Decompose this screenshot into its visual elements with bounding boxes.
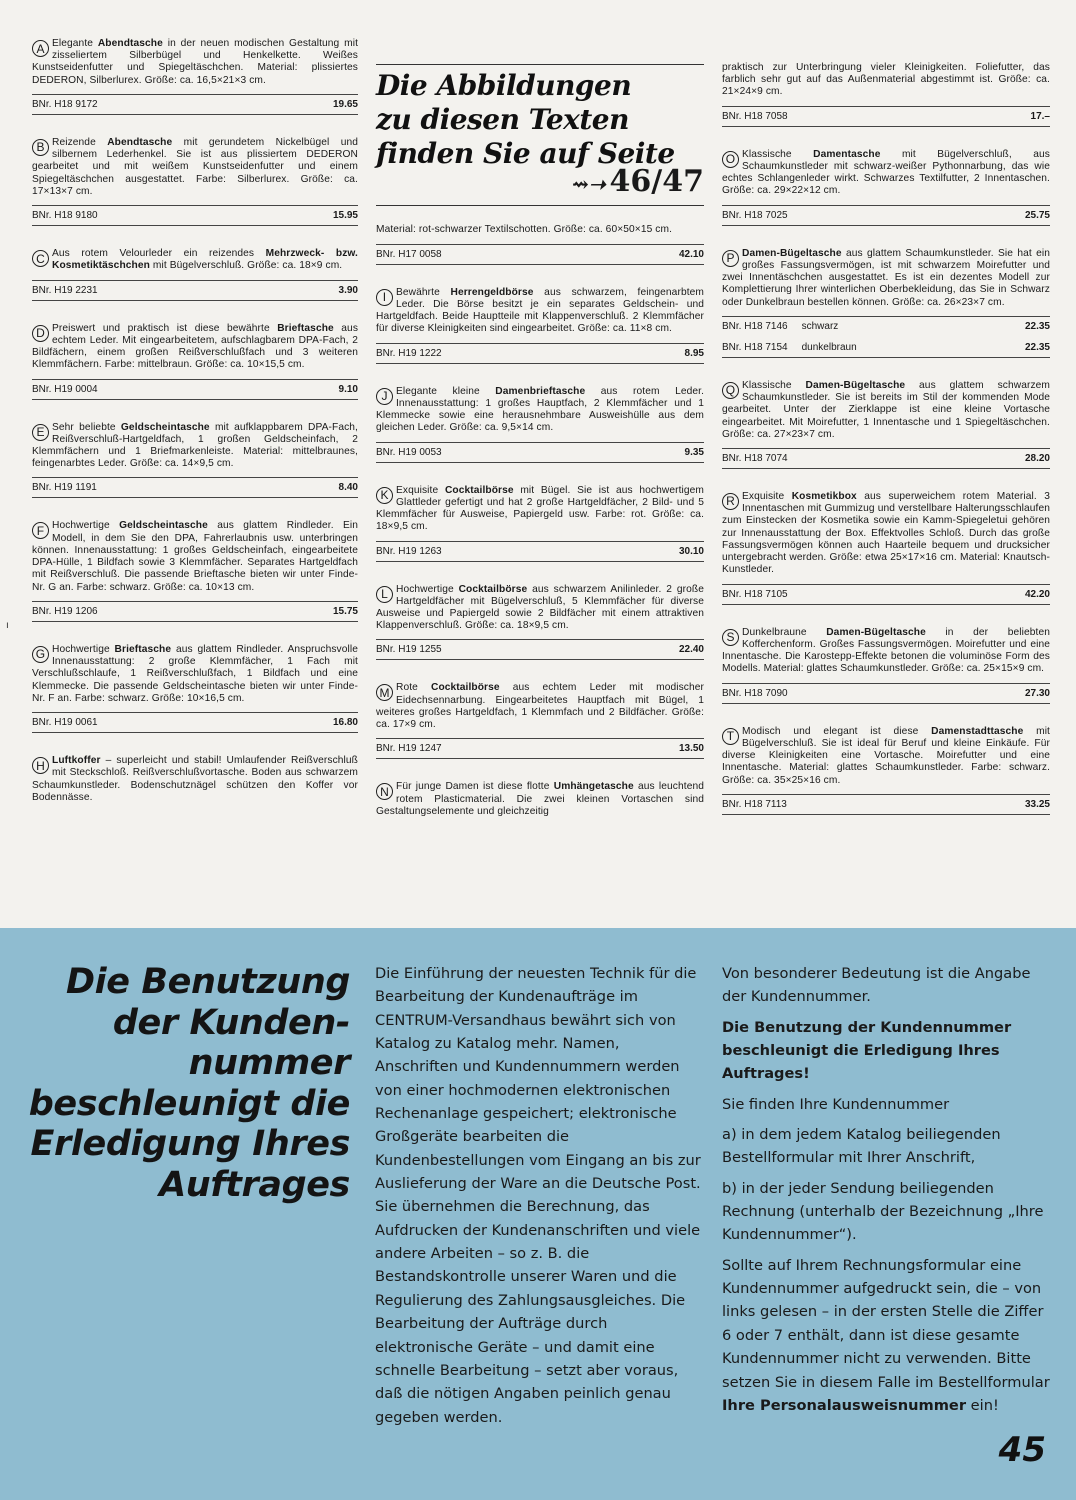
- entry-description: [376, 682, 704, 731]
- entry-text-pre: Rote: [396, 682, 431, 694]
- entry-product-name: Damenstadttasche: [931, 725, 1024, 737]
- order-number: BNr. H19 1247: [376, 743, 442, 755]
- price: 25.75: [1024, 209, 1050, 221]
- catalog-entry-o: [722, 149, 1050, 226]
- find-letter-badge: F: [32, 522, 49, 539]
- headline-rule: [376, 205, 704, 206]
- headline-pages: [376, 164, 704, 200]
- band-right-paragraph: Sie finden Ihre Kundennummer: [722, 1095, 950, 1113]
- catalog-entry-d: [32, 323, 358, 400]
- headline-page-numbers: 46/47: [609, 164, 704, 200]
- catalog-entry-g: [32, 644, 358, 733]
- order-number: BNr. H19 1255: [376, 644, 442, 656]
- entry-column-c-intro: [722, 62, 1050, 127]
- order-line: [722, 336, 1050, 358]
- entry-description: [722, 491, 1050, 577]
- order-line: [376, 442, 704, 463]
- entry-product-name: Brieftasche: [114, 643, 172, 655]
- find-letter-badge: J: [376, 388, 393, 405]
- entry-product-name: Cocktailbörse: [430, 682, 500, 694]
- entry-text-post: in der beliebten Kofferchenform. Großes Fassungsvermögen. Moirefutter und eine Innentasche. Die Karostepp-Effekte betonen die voluminöse Form des Modells. Material: glattes Schaumkunstleder. Größe: ca. 25×15×9 cm.: [722, 626, 1050, 675]
- band-right-paragraph: [722, 1254, 1052, 1417]
- entry-description: [32, 520, 358, 593]
- entry-text-post: aus leuchtend rotem Plasticmaterial. Die zwei kleinen Vortaschen sind Gestaltungselemente und gleichzeitig: [376, 781, 704, 817]
- entry-text-post: aus glattem Rindleder. Ein Modell, in dem Sie den DPA, Fahrerlaubnis usw. unterbringen können. Innenausstattung: 1 großes Geldscheinfach, eingearbeitete DPA-Hülle, 1 Bildfach sowie 3 Klemmfächer. Separates Hartgeldfach mit Reißverschluß. Die passende Brieftasche bieten wir unter Finde-Nr. G an. Farbe: schwarz. Größe: ca. 10×13 cm.: [32, 520, 359, 593]
- price: 28.20: [1024, 452, 1050, 464]
- entry-description: [32, 644, 358, 705]
- color-variant: dunkelbraun: [801, 341, 857, 353]
- catalog-entry-k: [376, 485, 704, 562]
- find-letter-badge: O: [722, 151, 739, 168]
- entry-text-pre: Hochwertige: [396, 583, 459, 595]
- order-number: BNr. H17 0058: [376, 248, 442, 260]
- entry-product-name: Damenbrieftasche: [495, 385, 586, 397]
- order-line: [32, 601, 358, 622]
- order-line: [376, 639, 704, 660]
- order-number-group: [722, 321, 838, 333]
- order-line: [32, 94, 358, 115]
- order-number: BNr. H19 0004: [32, 383, 98, 395]
- find-letter-badge: A: [32, 40, 49, 57]
- find-letter-badge: R: [722, 493, 739, 510]
- entry-text-pre: Exquisite: [396, 484, 445, 496]
- entry-description: [722, 380, 1050, 441]
- find-letter-badge: T: [722, 728, 739, 745]
- price: 42.10: [678, 248, 704, 260]
- column-a: [32, 38, 358, 826]
- entry-text-post: aus echtem Leder mit modischer Eidechsennarbung. Eingearbeitetes Hauptfach mit Bügel, 1 weiteres großes Hartgeldfach, 1 Klemmfach und 2 Bildfächer. Größe: ca. 17×9 cm.: [376, 682, 704, 731]
- entry-product-name: Damen-Bügeltasche: [826, 626, 926, 638]
- price: 16.80: [332, 717, 358, 729]
- headline-line-2: zu diesen Texten: [376, 103, 629, 137]
- order-number: BNr. H18 7113: [722, 798, 787, 810]
- catalog-entry-e: [32, 422, 358, 499]
- order-line: [722, 683, 1050, 704]
- entry-text-post: mit aufklappbarem DPA-Fach, Reißverschluß-Hartgeldfach, 1 großen Geldscheinfach, 2 Klemmfächern und 1 Briefmarkenleiste. Material: mittelbraunes, feingenarbtes Leder. Größe: ca. 14×9,5 cm.: [32, 421, 358, 470]
- entry-text-post: in der neuen modischen Gestaltung mit zisseliertem Silberbügel und Henkelkette. Weißes Kunstseidenfutter und Spiegeltäschchen. Material: plissiertes DEDERON, Silberlurex. Größe: ca. 16,5×21×3 cm.: [32, 38, 358, 86]
- entry-description: [32, 323, 358, 372]
- catalog-entry-q: [722, 380, 1050, 469]
- order-line: [722, 106, 1050, 127]
- order-number: BNr. H18 7105: [722, 588, 788, 600]
- entry-text-pre: Dunkelbraune: [742, 626, 827, 638]
- band-right-text-pre: Sollte auf Ihrem Rechnungsformular eine Kundennummer aufgedruckt sein, die – von links gelesen – in der ersten Stelle die Ziffer 6 oder 7 enthält, dann ist diese gesamte Kundennummer nicht zu verwenden. Bitte setzen Sie in diesem Falle im Bestellformular: [722, 1256, 1050, 1391]
- price: 8.40: [338, 482, 358, 494]
- find-letter-badge: I: [376, 289, 393, 306]
- order-line: [722, 448, 1050, 469]
- order-number: BNr. H18 7090: [722, 687, 788, 699]
- entry-text-post: aus glattem Rindleder. Anspruchsvolle Innenausstattung: 2 große Klemmfächer, 1 Fach mit Verschlußschlaufe, 1 Reißverschlußfach, 1 Bildfach und eine Klemmecke. Die passende Geldscheintasche bieten wir unter Finde-Nr. F an. Farbe: schwarz. Größe: 10×16,5 cm.: [32, 643, 359, 704]
- price: 15.95: [332, 210, 358, 222]
- entry-text-pre: Preiswert und praktisch ist diese bewährte: [52, 322, 278, 334]
- entry-description: [376, 386, 704, 435]
- entry-description: [722, 726, 1050, 787]
- catalog-entry-j: [376, 386, 704, 463]
- entry-text-post: mit Bügelverschluß. Sie ist ideal für Beruf und kleine Einkäufe. Für diverse Kleinigkeiten eine Vortasche. Moirefutter und eine Innentasche. Material: glattes Schaumkunstleder. Farbe: schwarz. Größe: ca. 35×25×16 cm.: [722, 725, 1050, 786]
- entry-description: [32, 755, 358, 804]
- find-letter-badge: M: [376, 684, 393, 701]
- order-line: [376, 244, 704, 265]
- order-number: BNr. H18 7154: [722, 341, 788, 353]
- entry-text-pre: Elegante kleine: [396, 385, 496, 397]
- order-line: [722, 316, 1050, 336]
- entry-product-name: Cocktailbörse: [458, 583, 528, 595]
- order-number: BNr. H19 1222: [376, 347, 442, 359]
- entry-text-post: aus glattem Schaumkunstleder. Sie hat ein großes Fassungsvermögen, ist mit schwarzem Moirefutter und zwei Innentäschchen ausgestattet. Es ist ein dezentes Modell zur Komplettierung Ihrer winterlichen Oberbekleidung, das Sie in Schwarz oder Dunkelbraun bestellen können. Größe: ca. 26×23×7 cm.: [722, 247, 1050, 308]
- catalog-entry-i: [376, 287, 704, 364]
- band-title: Die Benutzung der Kunden-nummer beschleunigt die Erledigung Ihres Auftrages: [28, 962, 350, 1205]
- catalog-entry-b: [32, 137, 358, 226]
- entry-description: [32, 422, 358, 471]
- entry-text-pre: Exquisite: [742, 490, 792, 502]
- entry-text-pre: Aus rotem Velourleder ein reizendes: [52, 248, 266, 260]
- price: 27.30: [1024, 687, 1050, 699]
- find-letter-badge: L: [376, 586, 393, 603]
- order-line: [376, 541, 704, 562]
- entry-text-post: mit Bügel. Sie ist aus hochwertigem Glattleder gefertigt und hat 2 große Hartgeldfächer, 2 Bild- und 5 Klemmfächer für Ausweise, Papiergeld usw. Farbe: rot. Größe: ca. 18×9,5 cm.: [376, 484, 704, 533]
- column-b-entries: [376, 287, 704, 818]
- price: 30.10: [678, 545, 704, 557]
- entry-text-pre: Bewährte: [396, 286, 451, 298]
- price: 22.40: [678, 644, 704, 656]
- entry-text-pre: Für junge Damen ist diese flotte: [396, 781, 554, 793]
- entry-product-name: Damen-Bügeltasche: [742, 247, 842, 259]
- price: 42.20: [1024, 588, 1050, 600]
- page-number: 45: [998, 1430, 1046, 1470]
- find-letter-badge: H: [32, 757, 49, 774]
- order-line: [32, 477, 358, 498]
- price: 15.75: [332, 605, 358, 617]
- column-c: [722, 62, 1050, 837]
- order-number: BNr. H18 9180: [32, 210, 98, 222]
- entry-description: [376, 584, 704, 633]
- catalog-entry-p: [722, 248, 1050, 358]
- price: 19.65: [332, 98, 358, 110]
- entry-description: [722, 627, 1050, 676]
- entry-product-name: Cocktailbörse: [444, 484, 514, 496]
- entry-product-name: Luftkoffer: [52, 755, 101, 767]
- entry-text-post: aus schwarzem, feingenarbtem Leder. Die Börse besitzt je ein separates Geldschein- und Hartgeldfach. Beide Hauptteile mit Klappenverschluß. 2 Klemmfächer für diverse Kleinigkeiten sind eingearbeitet. Größe: ca. 11×8 cm.: [376, 286, 704, 335]
- headline-line-1: Die Abbildungen: [376, 69, 632, 102]
- price: 33.25: [1024, 798, 1050, 810]
- price: 8.95: [684, 347, 704, 359]
- find-letter-badge: K: [376, 487, 393, 504]
- order-number: BNr. H19 2231: [32, 284, 98, 296]
- entry-text-pre: Hochwertige: [52, 520, 120, 532]
- column-b: [376, 66, 704, 840]
- color-variant: schwarz: [801, 320, 839, 332]
- entry-product-name: Abendtasche: [107, 136, 173, 148]
- order-number: BNr. H18 7074: [722, 452, 788, 464]
- entry-text-pre: Reizende: [52, 136, 108, 148]
- order-number: BNr. H18 7058: [722, 110, 788, 122]
- catalog-entry-m: [376, 682, 704, 759]
- column-c-entries: [722, 149, 1050, 815]
- entry-description: [722, 248, 1050, 309]
- order-line: [32, 205, 358, 226]
- entry-description: [32, 38, 358, 87]
- order-number: BNr. H19 0061: [32, 717, 98, 729]
- entry-product-name: Abendtasche: [97, 38, 163, 49]
- entry-text-post: aus rotem Leder. Innenausstattung: 1 großes Hauptfach, 2 Klemmfächer und 1 Klemmecke sowie eine herausnehmbare Ausweishülle aus dem gleichen Leder. Größe: ca. 9,5×14 cm.: [376, 385, 704, 434]
- entry-description: [32, 137, 358, 198]
- order-line: [32, 379, 358, 400]
- order-line: [376, 738, 704, 759]
- order-line: [32, 712, 358, 733]
- order-number: BNr. H18 7025: [722, 209, 788, 221]
- entry-text-post: – superleicht und stabil! Umlaufender Reißverschluß mit Steckschloß. Reißverschlußvortasche. Boden aus schwarzem Schaumkunstleder. Bodenschutznägel schützen den Koffer vor Bodennässe.: [32, 755, 358, 803]
- catalog-entry-r: [722, 491, 1050, 605]
- band-right-paragraph: Von besonderer Bedeutung ist die Angabe der Kundennummer.: [722, 965, 1031, 1006]
- entry-description: [376, 287, 704, 336]
- entry-text-post: mit Bügelverschluß, aus Schaumkunstleder mit schwarz-weißer Pythonnarbung, das wie echtes Schlangenleder wirkt. Schwarzes Textilfutter, 2 Innentaschen. Größe: ca. 29×22×12 cm.: [722, 148, 1050, 197]
- order-line: [376, 343, 704, 364]
- order-number-group: [722, 342, 857, 354]
- band-middle-text: Die Einführung der neuesten Technik für die Bearbeitung der Kundenaufträge im CENTRUM-Versandhaus bewährt sich von Katalog zu Katalog mehr. Namen, Anschriften und Kundennummern werden von einer hochmodernen elektronischen Rechenanlage gespeichert; elektronische Großgeräte bearbeiten die Kundenbestellungen vom Eingang an bis zur Auslieferung der Ware an die Deutsche Post. Sie übernehmen die Berechnung, das Aufdrucken der Kundenanschriften und viele andere Arbeiten – so z. B. die Bestandskontrolle unserer Waren und die Regulierung des Zahlungsausgleiches. Die Bearbeitung der Aufträge durch elektronische Geräte – und damit eine schnelle Bearbeitung – setzt aber voraus, daß die nötigen Angaben peinlich genau gegeben werden.: [375, 965, 701, 1426]
- entry-product-name: Mehrzweck- bzw. Kosmetiktäschchen: [52, 248, 358, 272]
- find-letter-badge: S: [722, 629, 739, 646]
- entry-description: [722, 149, 1050, 198]
- order-line: [722, 584, 1050, 605]
- double-arrow-icon: ⇝➝: [572, 172, 606, 197]
- find-letter-badge: D: [32, 325, 49, 342]
- entry-text-pre: Klassische: [742, 379, 806, 391]
- price: 22.35: [1024, 341, 1050, 353]
- entry-text-post: mit gerundetem Nickelbügel und silbernem Lederhenkel. Sie ist aus plissiertem DEDERON gearbeitet und mit weißem Kunstseidenfutter und einem Spiegeltäschchen ausgestattet. Farbe: Silberlurex. Größe: ca. 17×13×7 cm.: [32, 136, 358, 197]
- entry-description: [32, 248, 358, 272]
- order-number: BNr. H19 1191: [32, 482, 97, 494]
- entry-description: [376, 781, 704, 818]
- catalog-entry-l: [376, 584, 704, 661]
- entry-text-post: aus schwarzem Anilinleder. 2 große Hartgeldfächer mit Bügelverschluß, 5 Klemmfächer für diverse Ausweise und Papiergeld sowie 2 Bildfächer mit einem attraktiven Klappenverschluß. Größe: ca. 18×9,5 cm.: [376, 583, 704, 632]
- find-letter-badge: N: [376, 783, 393, 800]
- catalog-entry-n: [376, 781, 704, 818]
- entry-column-b-intro: [376, 224, 704, 264]
- band-right-paragraph: b) in der jeder Sendung beiliegenden Rechnung (unterhalb der Bezeichnung „Ihre Kundennummer“).: [722, 1179, 1044, 1244]
- band-right-emphasis: Die Benutzung der Kundennummer beschleunigt die Erledigung Ihres Auftrages!: [722, 1018, 1012, 1083]
- entry-text-pre: Klassische: [742, 148, 814, 160]
- entry-text-pre: Elegante: [52, 38, 98, 49]
- catalog-entry-s: [722, 627, 1050, 704]
- order-number: BNr. H19 0053: [376, 446, 442, 458]
- info-band: [0, 928, 1076, 1500]
- band-right-text-bold: Ihre Personalausweisnummer: [722, 1396, 967, 1414]
- order-line: [722, 794, 1050, 815]
- entry-product-name: Brieftasche: [277, 322, 334, 334]
- order-line: [32, 280, 358, 301]
- entry-text-pre: Hochwertige: [52, 643, 115, 655]
- entry-product-name: Umhängetasche: [553, 781, 634, 793]
- catalog-entry-h: [32, 755, 358, 804]
- entry-text-post: aus echtem Leder. Mit eingearbeitetem, aufschlagbarem DPA-Fach, 2 Bildfächern, einem großen Reißverschlußfach und 3 weiteren Klemmfächern. Farbe: mittelbraun. Größe: ca. 10×15,5 cm.: [32, 322, 359, 371]
- catalog-entry-t: [722, 726, 1050, 815]
- catalog-entry-c: [32, 248, 358, 300]
- entry-description: [376, 485, 704, 534]
- price: 9.35: [684, 446, 704, 458]
- order-number: BNr. H19 1263: [376, 545, 442, 557]
- headline-line-3: finden Sie auf Seite: [376, 137, 675, 171]
- entry-product-name: Geldscheintasche: [120, 421, 210, 433]
- catalog-entry-f: [32, 520, 358, 621]
- find-letter-badge: B: [32, 139, 49, 156]
- order-number: BNr. H18 7146: [722, 320, 788, 332]
- headline-block: [376, 64, 704, 206]
- band-right-text: [722, 962, 1052, 1424]
- entry-text-post: mit Bügelverschluß. Größe: ca. 18×9 cm.: [149, 260, 343, 272]
- entry-product-name: Damentasche: [813, 148, 881, 160]
- price: 17.–: [1030, 110, 1050, 122]
- entry-description: Material: rot-schwarzer Textilschotten. Größe: ca. 60×50×15 cm.: [376, 224, 673, 236]
- order-number: BNr. H18 9172: [32, 98, 98, 110]
- order-line: [722, 205, 1050, 226]
- margin-mark: ı: [6, 620, 9, 631]
- find-letter-badge: G: [32, 646, 49, 663]
- find-letter-badge: C: [32, 250, 49, 267]
- entry-text-post: aus superweichem rotem Material. 3 Innentaschen mit Gummizug und verstellbare Halterungsschlaufen zum Einstecken der Kosmetika sowie ein Kamm-Spiegeletui gehören zur Innenausstattung der Box. Effektvolles Schloß. Durch das große Fassungsvermögen können auch Haarteile bequem und drucksicher untergebracht werden. Größe: etwa 25×17×16 cm. Material: Knautsch-Kunstleder.: [722, 490, 1051, 576]
- entry-text-post: aus glattem schwarzem Schaumkunstleder. Sie ist bereits im Stil der kommenden Mode gearbeitet. Unter der Zierklappe ist eine kleine Vortasche eingearbeitet. Mit Moirefutter, 1 Innentasche und 1 Spiegeltäschchen. Größe: ca. 27×23×7 cm.: [722, 379, 1050, 440]
- entry-product-name: Damen-Bügeltasche: [805, 379, 906, 391]
- price: 22.35: [1024, 320, 1050, 332]
- entry-product-name: Geldscheintasche: [119, 520, 208, 532]
- band-right-text-post: ein!: [966, 1396, 999, 1414]
- catalog-entry-a: [32, 38, 358, 115]
- price: 9.10: [338, 383, 358, 395]
- price: 13.50: [678, 743, 704, 755]
- price: 3.90: [338, 284, 358, 296]
- entry-product-name: Herrengeldbörse: [450, 286, 534, 298]
- order-number: BNr. H19 1206: [32, 605, 98, 617]
- find-letter-badge: P: [722, 250, 739, 267]
- find-letter-badge: E: [32, 424, 49, 441]
- entry-text-pre: Sehr beliebte: [52, 421, 121, 433]
- band-right-paragraph: a) in dem jedem Katalog beiliegenden Bestellformular mit Ihrer Anschrift,: [722, 1126, 1001, 1167]
- entry-description: praktisch zur Unterbringung vieler Kleinigkeiten. Foliefutter, das farblich sehr gut auf das Außenmaterial abgestimmt ist. Größe: ca. 21×24×9 cm.: [722, 62, 1050, 98]
- find-letter-badge: Q: [722, 382, 739, 399]
- entry-product-name: Kosmetikbox: [791, 490, 857, 502]
- entry-text-pre: Modisch und elegant ist diese: [742, 725, 932, 737]
